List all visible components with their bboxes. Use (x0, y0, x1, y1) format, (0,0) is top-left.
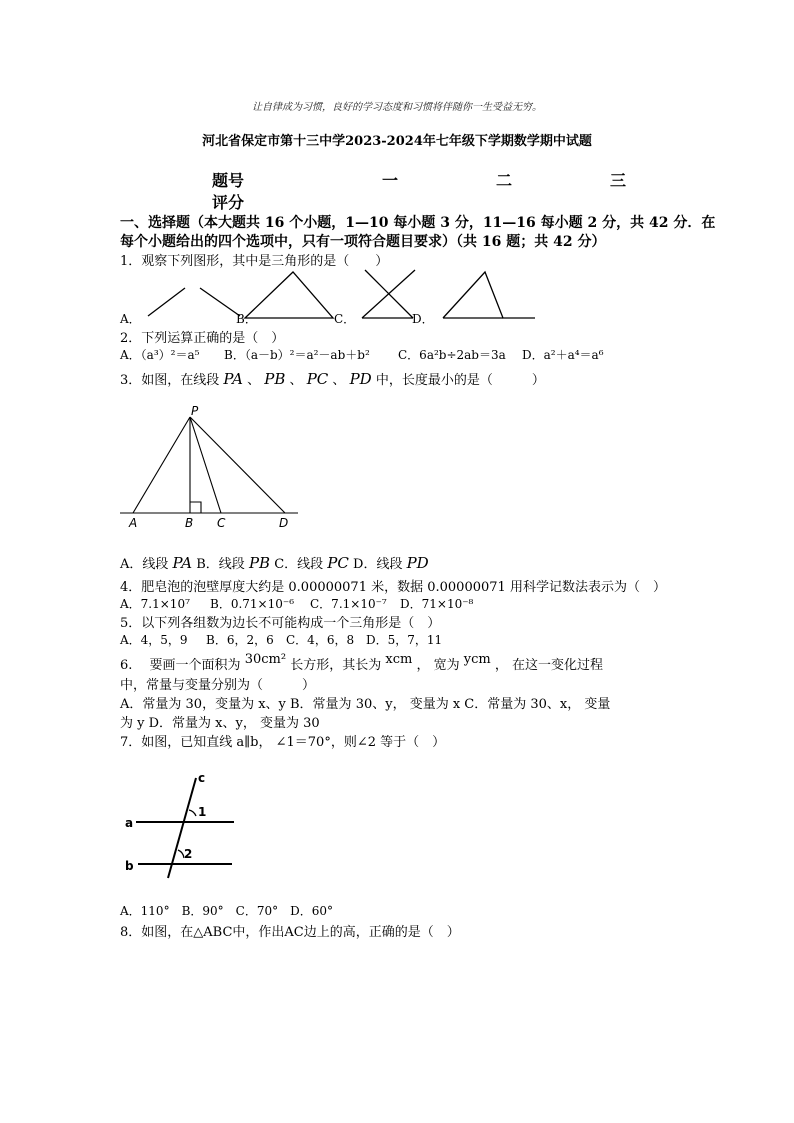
q1-figures (115, 268, 545, 328)
q3-opt-a-seg: PA (172, 554, 193, 572)
exam-title: 河北省保定市第十三中学2023-2024年七年级下学期数学期中试题 (202, 134, 592, 149)
q3-seg-pc: PC (306, 370, 329, 388)
q2-opt-d: D．a²＋a⁴＝a⁶ (522, 348, 604, 362)
q4-opt-d: D．71×10⁻⁸ (400, 597, 474, 611)
q2-stem: 2．下列运算正确的是（ ） (120, 331, 285, 346)
q3-seg-pb: PB (264, 370, 286, 388)
score-table-row-label: 题号 (212, 171, 245, 190)
q2-opt-a: A．（a³）²＝a⁵ (120, 348, 200, 362)
q3-opt-d-seg: PD (406, 554, 429, 572)
q7-label-c: c (198, 771, 206, 785)
q2-opt-b: B．（a－b）²＝a²－ab＋b² (224, 348, 370, 362)
q3-label-c: C (217, 516, 226, 530)
q6-stem-d: ， 在这一变化过程 (494, 658, 603, 673)
q3-opt-d-prefix: D．线段 (353, 557, 403, 572)
q1-label-c: C． (334, 312, 356, 326)
q3-label-a: A (129, 516, 138, 530)
q6-length: xcm (385, 652, 413, 667)
q6-stem (120, 654, 603, 673)
q5-opt-c: C．4，6，8 (286, 633, 355, 647)
q1-fig-b-triangle (245, 272, 333, 318)
q1-fig-a-left (148, 288, 185, 316)
q5-opt-a: A．4，5，9 (120, 633, 188, 647)
q3-opt-a-prefix: A．线段 (120, 557, 169, 572)
q6-area: 30cm² (244, 652, 287, 667)
q3-seg-pd: PD (349, 370, 372, 388)
q4-opt-c: C．7.1×10⁻⁷ (310, 597, 387, 611)
q4-stem: 4．肥皂泡的泡壁厚度大约是 0.00000071 米，数据 0.00000071 用科学记数法表示为（ ） (120, 580, 666, 595)
q6-width: ycm (463, 652, 491, 667)
q7-label-angle1: 1 (198, 805, 207, 819)
q5-stem: 5．以下列各组数为边长不可能构成一个三角形是（ ） (120, 616, 441, 631)
q1-fig-d-shape (443, 272, 535, 318)
q7-figure (120, 770, 250, 885)
q3-figure (115, 405, 305, 535)
q3-stem (120, 369, 545, 388)
q7-options: A．110° B．90° C．70° D．60° (120, 904, 334, 918)
q1-label-a: A． (120, 312, 141, 326)
q5-opt-b: B．6，2，6 (206, 633, 274, 647)
q2-opt-c: C．6a²b÷2ab＝3a (398, 348, 506, 362)
q3-sep-1: 、 (247, 373, 261, 388)
q4-opt-b: B．0.71×10⁻⁶ (210, 597, 295, 611)
q6-options-line1: A．常量为 30，变量为 x、y B．常量为 30、y， 变量为 x C．常量为 30、x， 变量 (120, 697, 611, 712)
q3-opt-c-prefix: C．线段 (274, 557, 324, 572)
score-table-col-3: 三 (610, 171, 627, 190)
q3-label-p: P (191, 404, 199, 418)
q3-seg-pa: PA (223, 370, 243, 388)
q8-stem: 8．如图，在△ABC中，作出AC边上的高，正确的是（ ） (120, 925, 460, 940)
score-table-score-label: 评分 (212, 193, 245, 212)
q7-label-a: a (125, 816, 134, 830)
q3-label-d: D (279, 516, 289, 530)
q3-sep-2: 、 (289, 373, 303, 388)
q1-label-b: B． (236, 312, 257, 326)
q6-stem-c: ， 宽为 (416, 658, 460, 673)
q3-options (120, 553, 429, 572)
q7-label-b: b (125, 859, 134, 873)
q6-stem-a: 6. 要画一个面积为 (120, 658, 241, 673)
q3-sep-3: 、 (332, 373, 346, 388)
section1-header-line1: 一、选择题（本大题共 16 个小题，1—10 每小题 3 分，11—16 每小题 2 分，共 42 分．在 (120, 215, 716, 231)
q7-label-angle2: 2 (184, 847, 193, 861)
q1-stem: 1．观察下列图形，其中是三角形的是（ ） (120, 254, 389, 269)
q1-label-d: D． (412, 312, 434, 326)
motto: 让自律成为习惯，良好的学习态度和习惯将伴随你一生受益无穷。 (252, 102, 542, 113)
q6-options-line2: 为 y D．常量为 x、y， 变量为 30 (120, 716, 320, 731)
q3-opt-b-seg: PB (248, 554, 271, 572)
q3-stem-post: 中，长度最小的是（ ） (375, 373, 545, 388)
q3-opt-c-seg: PC (327, 554, 349, 572)
q1-fig-a-right (200, 288, 240, 316)
q6-stem-b: 长方形，其长为 (290, 658, 382, 673)
q4-opt-a: A．7.1×10⁷ (120, 597, 190, 611)
section1-header-line2: 每个小题给出的四个选项中，只有一项符合题目要求）（共 16 题；共 42 分） (120, 234, 606, 250)
q6-stem-line2: 中，常量与变量分别为（ ） (120, 678, 316, 693)
q7-stem: 7．如图，已知直线 a∥b， ∠1＝70°，则∠2 等于（ ） (120, 735, 446, 750)
score-table-col-1: 一 (382, 171, 399, 190)
q3-label-b: B (185, 516, 194, 530)
q1-fig-c-line2 (365, 270, 413, 318)
q3-opt-b-prefix: B．线段 (196, 557, 245, 572)
q3-stem-pre: 3．如图，在线段 (120, 373, 220, 388)
score-table-col-2: 二 (496, 171, 513, 190)
q5-opt-d: D．5，7，11 (366, 633, 443, 647)
